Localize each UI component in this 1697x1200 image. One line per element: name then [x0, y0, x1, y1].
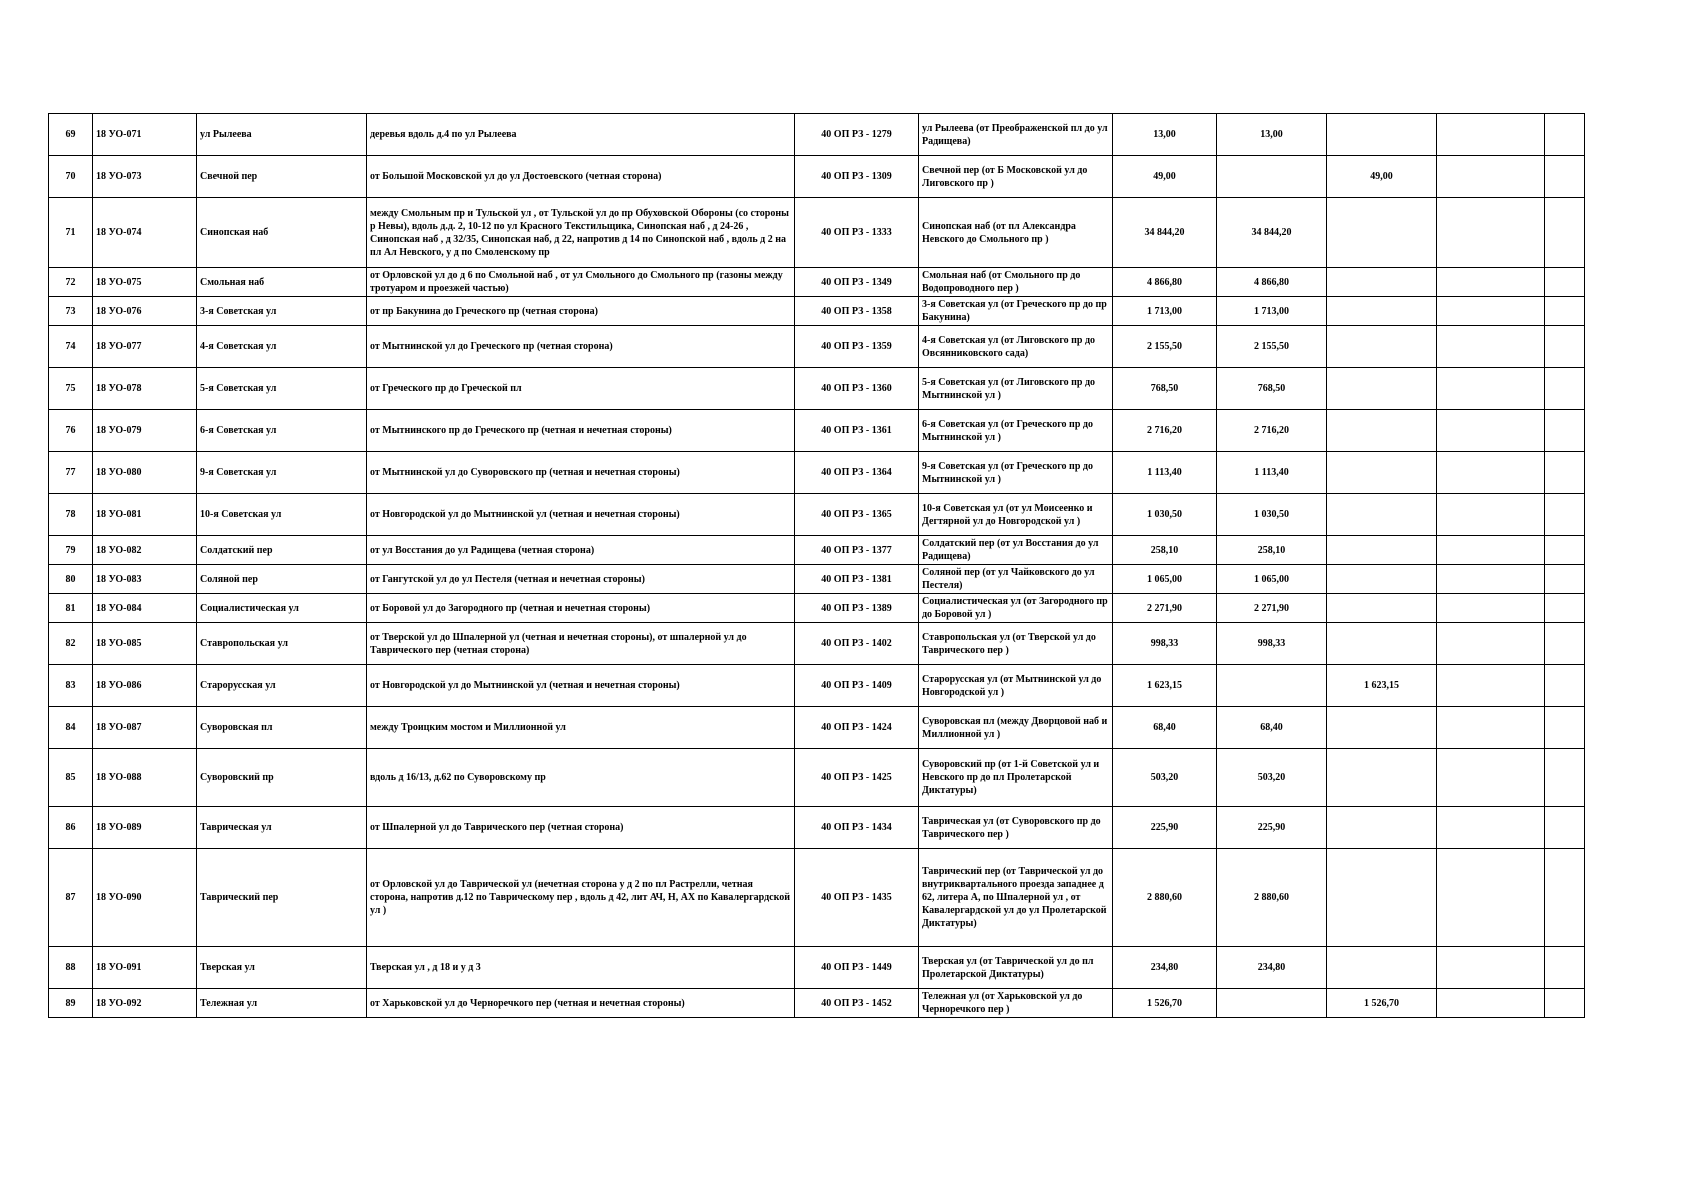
- total-area: 1 623,15: [1113, 665, 1217, 707]
- area-description: от Мытнинской ул до Греческого пр (четная сторона): [367, 326, 795, 368]
- road-description: Синопская наб (от пл Александра Невского до Смольного пр ): [919, 198, 1113, 268]
- registry-number: 40 ОП РЗ - 1309: [795, 156, 919, 198]
- total-area: 225,90: [1113, 807, 1217, 849]
- area-description: от ул Восстания до ул Радищева (четная сторона): [367, 536, 795, 565]
- object-code: 18 УО-082: [93, 536, 197, 565]
- area-col-2: [1327, 368, 1437, 410]
- row-number: 70: [49, 156, 93, 198]
- area-col-3: [1437, 623, 1545, 665]
- area-col-3: [1437, 198, 1545, 268]
- area-col-4: [1545, 452, 1585, 494]
- area-col-2: [1327, 198, 1437, 268]
- area-description: деревья вдоль д.4 по ул Рылеева: [367, 114, 795, 156]
- area-col-1: 258,10: [1217, 536, 1327, 565]
- area-col-3: [1437, 594, 1545, 623]
- object-code: 18 УО-085: [93, 623, 197, 665]
- area-col-3: [1437, 410, 1545, 452]
- registry-number: 40 ОП РЗ - 1389: [795, 594, 919, 623]
- registry-number: 40 ОП РЗ - 1358: [795, 297, 919, 326]
- area-description: вдоль д 16/13, д.62 по Суворовскому пр: [367, 749, 795, 807]
- total-area: 1 713,00: [1113, 297, 1217, 326]
- total-area: 13,00: [1113, 114, 1217, 156]
- area-col-2: [1327, 114, 1437, 156]
- object-code: 18 УО-073: [93, 156, 197, 198]
- table-row: [49, 452, 1585, 494]
- table-row: [49, 947, 1585, 989]
- street-name: Суворовский пр: [197, 749, 367, 807]
- table-row: [49, 156, 1585, 198]
- road-description: 6-я Советская ул (от Греческого пр до Мытнинской ул ): [919, 410, 1113, 452]
- total-area: 768,50: [1113, 368, 1217, 410]
- area-col-4: [1545, 156, 1585, 198]
- area-col-4: [1545, 565, 1585, 594]
- area-col-3: [1437, 368, 1545, 410]
- area-col-2: [1327, 326, 1437, 368]
- area-col-2: [1327, 807, 1437, 849]
- area-col-1: 1 113,40: [1217, 452, 1327, 494]
- area-description: между Троицким мостом и Миллионной ул: [367, 707, 795, 749]
- area-description: от Мытнинской ул до Суворовского пр (четная и нечетная стороны): [367, 452, 795, 494]
- object-code: 18 УО-077: [93, 326, 197, 368]
- area-col-3: [1437, 114, 1545, 156]
- table-row: [49, 268, 1585, 297]
- table-row: [49, 749, 1585, 807]
- area-col-3: [1437, 452, 1545, 494]
- object-code: 18 УО-071: [93, 114, 197, 156]
- street-name: 10-я Советская ул: [197, 494, 367, 536]
- object-code: 18 УО-075: [93, 268, 197, 297]
- street-name: Таврическая ул: [197, 807, 367, 849]
- area-col-1: 503,20: [1217, 749, 1327, 807]
- object-code: 18 УО-087: [93, 707, 197, 749]
- street-name: Свечной пер: [197, 156, 367, 198]
- object-code: 18 УО-080: [93, 452, 197, 494]
- table-row: [49, 623, 1585, 665]
- row-number: 72: [49, 268, 93, 297]
- total-area: 2 155,50: [1113, 326, 1217, 368]
- road-description: Соляной пер (от ул Чайковского до ул Пестеля): [919, 565, 1113, 594]
- object-code: 18 УО-079: [93, 410, 197, 452]
- area-description: от Новгородской ул до Мытнинской ул (четная и нечетная стороны): [367, 665, 795, 707]
- total-area: 998,33: [1113, 623, 1217, 665]
- street-name: Синопская наб: [197, 198, 367, 268]
- area-col-2: 1 623,15: [1327, 665, 1437, 707]
- area-description: Тверская ул , д 18 и у д 3: [367, 947, 795, 989]
- table-row: [49, 114, 1585, 156]
- area-col-2: [1327, 947, 1437, 989]
- area-col-4: [1545, 947, 1585, 989]
- registry-number: 40 ОП РЗ - 1279: [795, 114, 919, 156]
- row-number: 77: [49, 452, 93, 494]
- area-col-1: 2 155,50: [1217, 326, 1327, 368]
- road-description: Свечной пер (от Б Московской ул до Лиговского пр ): [919, 156, 1113, 198]
- registry-number: 40 ОП РЗ - 1333: [795, 198, 919, 268]
- area-col-1: [1217, 156, 1327, 198]
- area-col-2: 49,00: [1327, 156, 1437, 198]
- register-table: [48, 113, 1585, 1018]
- area-col-2: [1327, 536, 1437, 565]
- street-name: Смольная наб: [197, 268, 367, 297]
- area-col-4: [1545, 849, 1585, 947]
- area-description: от Орловской ул до д 6 по Смольной наб , от ул Смольного до Смольного пр (газоны между тротуаром и проезжей частью): [367, 268, 795, 297]
- register-table-wrap: [48, 113, 1585, 1018]
- table-row: [49, 536, 1585, 565]
- area-col-3: [1437, 849, 1545, 947]
- object-code: 18 УО-088: [93, 749, 197, 807]
- area-col-2: [1327, 849, 1437, 947]
- object-code: 18 УО-092: [93, 989, 197, 1018]
- street-name: Тележная ул: [197, 989, 367, 1018]
- row-number: 82: [49, 623, 93, 665]
- registry-number: 40 ОП РЗ - 1377: [795, 536, 919, 565]
- street-name: Таврический пер: [197, 849, 367, 947]
- row-number: 79: [49, 536, 93, 565]
- registry-number: 40 ОП РЗ - 1402: [795, 623, 919, 665]
- registry-number: 40 ОП РЗ - 1361: [795, 410, 919, 452]
- registry-number: 40 ОП РЗ - 1424: [795, 707, 919, 749]
- area-col-1: 1 713,00: [1217, 297, 1327, 326]
- road-description: 10-я Советская ул (от ул Моисеенко и Дегтярной ул до Новгородской ул ): [919, 494, 1113, 536]
- registry-number: 40 ОП РЗ - 1449: [795, 947, 919, 989]
- area-description: от Новгородской ул до Мытнинской ул (четная и нечетная стороны): [367, 494, 795, 536]
- street-name: Социалистическая ул: [197, 594, 367, 623]
- area-description: между Смольным пр и Тульской ул , от Тульской ул до пр Обуховской Обороны (со стороны р Невы), вдоль д.д. 2, 10-12 по ул Красного Текстильщика, Синопская наб , д 24-26 , Синопская наб , д 32/35, Синопская наб, д 22, напротив д 14 по Синопской наб , вдоль д 2 на пл Ал Невского, у д по Смоленскому пр: [367, 198, 795, 268]
- area-col-1: 34 844,20: [1217, 198, 1327, 268]
- row-number: 86: [49, 807, 93, 849]
- road-description: Суворовская пл (между Дворцовой наб и Миллионной ул ): [919, 707, 1113, 749]
- area-col-1: 4 866,80: [1217, 268, 1327, 297]
- street-name: ул Рылеева: [197, 114, 367, 156]
- area-col-4: [1545, 368, 1585, 410]
- road-description: Суворовский пр (от 1-й Советской ул и Невского пр до пл Пролетарской Диктатуры): [919, 749, 1113, 807]
- area-col-1: 1 030,50: [1217, 494, 1327, 536]
- area-col-3: [1437, 947, 1545, 989]
- road-description: ул Рылеева (от Преображенской пл до ул Радищева): [919, 114, 1113, 156]
- table-row: [49, 494, 1585, 536]
- registry-number: 40 ОП РЗ - 1452: [795, 989, 919, 1018]
- area-col-4: [1545, 326, 1585, 368]
- table-row: [49, 368, 1585, 410]
- registry-number: 40 ОП РЗ - 1434: [795, 807, 919, 849]
- road-description: Социалистическая ул (от Загородного пр до Боровой ул ): [919, 594, 1113, 623]
- road-description: 9-я Советская ул (от Греческого пр до Мытнинской ул ): [919, 452, 1113, 494]
- row-number: 85: [49, 749, 93, 807]
- area-col-1: [1217, 665, 1327, 707]
- area-description: от Орловской ул до Таврической ул (нечетная сторона у д 2 по пл Растрелли, четная сторона, напротив д.12 по Таврическому пер , вдоль д 42, лит АЧ, Н, АХ по Кавалергардской ул ): [367, 849, 795, 947]
- area-col-1: 225,90: [1217, 807, 1327, 849]
- table-row: [49, 849, 1585, 947]
- area-col-3: [1437, 807, 1545, 849]
- area-col-3: [1437, 665, 1545, 707]
- row-number: 69: [49, 114, 93, 156]
- road-description: Старорусская ул (от Мытнинской ул до Новгородской ул ): [919, 665, 1113, 707]
- row-number: 89: [49, 989, 93, 1018]
- total-area: 503,20: [1113, 749, 1217, 807]
- area-col-2: [1327, 707, 1437, 749]
- area-col-4: [1545, 410, 1585, 452]
- area-col-4: [1545, 297, 1585, 326]
- area-col-4: [1545, 989, 1585, 1018]
- area-col-4: [1545, 594, 1585, 623]
- registry-number: 40 ОП РЗ - 1360: [795, 368, 919, 410]
- row-number: 80: [49, 565, 93, 594]
- object-code: 18 УО-081: [93, 494, 197, 536]
- table-row: [49, 807, 1585, 849]
- registry-number: 40 ОП РЗ - 1381: [795, 565, 919, 594]
- registry-number: 40 ОП РЗ - 1435: [795, 849, 919, 947]
- street-name: 4-я Советская ул: [197, 326, 367, 368]
- area-col-2: [1327, 594, 1437, 623]
- area-description: от Харьковской ул до Черноречкого пер (четная и нечетная стороны): [367, 989, 795, 1018]
- total-area: 1 030,50: [1113, 494, 1217, 536]
- total-area: 1 113,40: [1113, 452, 1217, 494]
- area-description: от Мытнинского пр до Греческого пр (четная и нечетная стороны): [367, 410, 795, 452]
- area-col-3: [1437, 749, 1545, 807]
- area-col-1: 2 716,20: [1217, 410, 1327, 452]
- area-col-1: 1 065,00: [1217, 565, 1327, 594]
- street-name: Старорусская ул: [197, 665, 367, 707]
- total-area: 49,00: [1113, 156, 1217, 198]
- object-code: 18 УО-084: [93, 594, 197, 623]
- area-col-4: [1545, 807, 1585, 849]
- area-col-4: [1545, 623, 1585, 665]
- table-body: [49, 114, 1585, 1018]
- area-description: от Шпалерной ул до Таврического пер (четная сторона): [367, 807, 795, 849]
- table-row: [49, 326, 1585, 368]
- area-col-3: [1437, 297, 1545, 326]
- road-description: Ставропольская ул (от Тверской ул до Таврического пер ): [919, 623, 1113, 665]
- area-description: от Греческого пр до Греческой пл: [367, 368, 795, 410]
- table-row: [49, 707, 1585, 749]
- row-number: 87: [49, 849, 93, 947]
- table-row: [49, 665, 1585, 707]
- registry-number: 40 ОП РЗ - 1349: [795, 268, 919, 297]
- area-col-2: [1327, 268, 1437, 297]
- area-col-2: [1327, 297, 1437, 326]
- table-row: [49, 198, 1585, 268]
- table-row: [49, 410, 1585, 452]
- area-col-2: [1327, 494, 1437, 536]
- street-name: Соляной пер: [197, 565, 367, 594]
- row-number: 88: [49, 947, 93, 989]
- area-description: от Тверской ул до Шпалерной ул (четная и нечетная стороны), от шпалерной ул до Таврического пер (четная сторона): [367, 623, 795, 665]
- object-code: 18 УО-078: [93, 368, 197, 410]
- registry-number: 40 ОП РЗ - 1365: [795, 494, 919, 536]
- area-col-4: [1545, 707, 1585, 749]
- total-area: 2 271,90: [1113, 594, 1217, 623]
- row-number: 83: [49, 665, 93, 707]
- object-code: 18 УО-074: [93, 198, 197, 268]
- area-col-3: [1437, 536, 1545, 565]
- object-code: 18 УО-091: [93, 947, 197, 989]
- area-col-2: [1327, 452, 1437, 494]
- row-number: 84: [49, 707, 93, 749]
- registry-number: 40 ОП РЗ - 1359: [795, 326, 919, 368]
- area-col-4: [1545, 268, 1585, 297]
- table-row: [49, 297, 1585, 326]
- object-code: 18 УО-076: [93, 297, 197, 326]
- area-col-3: [1437, 989, 1545, 1018]
- row-number: 71: [49, 198, 93, 268]
- street-name: Ставропольская ул: [197, 623, 367, 665]
- table-row: [49, 565, 1585, 594]
- area-col-1: 68,40: [1217, 707, 1327, 749]
- row-number: 75: [49, 368, 93, 410]
- total-area: 4 866,80: [1113, 268, 1217, 297]
- area-description: от пр Бакунина до Греческого пр (четная сторона): [367, 297, 795, 326]
- row-number: 73: [49, 297, 93, 326]
- area-col-3: [1437, 326, 1545, 368]
- area-col-3: [1437, 156, 1545, 198]
- row-number: 81: [49, 594, 93, 623]
- row-number: 78: [49, 494, 93, 536]
- area-col-2: [1327, 565, 1437, 594]
- road-description: Таврический пер (от Таврической ул до внутриквартального проезда западнее д 62, литера А, по Шпалерной ул , от Кавалергардской ул до ул Пролетарской Диктатуры): [919, 849, 1113, 947]
- road-description: Тверская ул (от Таврической ул до пл Пролетарской Диктатуры): [919, 947, 1113, 989]
- road-description: Тележная ул (от Харьковской ул до Черноречкого пер ): [919, 989, 1113, 1018]
- total-area: 34 844,20: [1113, 198, 1217, 268]
- area-col-1: 998,33: [1217, 623, 1327, 665]
- area-col-2: [1327, 623, 1437, 665]
- road-description: Солдатский пер (от ул Восстания до ул Радищева): [919, 536, 1113, 565]
- row-number: 76: [49, 410, 93, 452]
- area-col-1: 13,00: [1217, 114, 1327, 156]
- area-col-4: [1545, 749, 1585, 807]
- total-area: 68,40: [1113, 707, 1217, 749]
- total-area: 1 526,70: [1113, 989, 1217, 1018]
- area-description: от Большой Московской ул до ул Достоевского (четная сторона): [367, 156, 795, 198]
- table-row: [49, 989, 1585, 1018]
- area-col-3: [1437, 707, 1545, 749]
- area-col-4: [1545, 114, 1585, 156]
- object-code: 18 УО-086: [93, 665, 197, 707]
- total-area: 2 880,60: [1113, 849, 1217, 947]
- total-area: 1 065,00: [1113, 565, 1217, 594]
- area-col-3: [1437, 494, 1545, 536]
- area-description: от Боровой ул до Загородного пр (четная и нечетная стороны): [367, 594, 795, 623]
- total-area: 2 716,20: [1113, 410, 1217, 452]
- street-name: Солдатский пер: [197, 536, 367, 565]
- registry-number: 40 ОП РЗ - 1425: [795, 749, 919, 807]
- area-col-2: [1327, 410, 1437, 452]
- road-description: Таврическая ул (от Суворовского пр до Таврического пер ): [919, 807, 1113, 849]
- street-name: 6-я Советская ул: [197, 410, 367, 452]
- area-col-2: 1 526,70: [1327, 989, 1437, 1018]
- registry-number: 40 ОП РЗ - 1409: [795, 665, 919, 707]
- road-description: 3-я Советская ул (от Греческого пр до пр Бакунина): [919, 297, 1113, 326]
- object-code: 18 УО-083: [93, 565, 197, 594]
- total-area: 258,10: [1113, 536, 1217, 565]
- area-col-4: [1545, 494, 1585, 536]
- area-col-1: 2 271,90: [1217, 594, 1327, 623]
- street-name: Тверская ул: [197, 947, 367, 989]
- area-col-4: [1545, 536, 1585, 565]
- area-col-1: 2 880,60: [1217, 849, 1327, 947]
- road-description: Смольная наб (от Смольного пр до Водопроводного пер ): [919, 268, 1113, 297]
- street-name: Суворовская пл: [197, 707, 367, 749]
- road-description: 4-я Советская ул (от Лиговского пр до Овсянниковского сада): [919, 326, 1113, 368]
- area-col-1: [1217, 989, 1327, 1018]
- area-col-4: [1545, 198, 1585, 268]
- row-number: 74: [49, 326, 93, 368]
- area-col-4: [1545, 665, 1585, 707]
- table-row: [49, 594, 1585, 623]
- area-col-1: 768,50: [1217, 368, 1327, 410]
- area-col-2: [1327, 749, 1437, 807]
- object-code: 18 УО-089: [93, 807, 197, 849]
- road-description: 5-я Советская ул (от Лиговского пр до Мытнинской ул ): [919, 368, 1113, 410]
- registry-number: 40 ОП РЗ - 1364: [795, 452, 919, 494]
- street-name: 3-я Советская ул: [197, 297, 367, 326]
- area-col-3: [1437, 565, 1545, 594]
- street-name: 5-я Советская ул: [197, 368, 367, 410]
- object-code: 18 УО-090: [93, 849, 197, 947]
- area-description: от Гангутской ул до ул Пестеля (четная и нечетная стороны): [367, 565, 795, 594]
- area-col-1: 234,80: [1217, 947, 1327, 989]
- total-area: 234,80: [1113, 947, 1217, 989]
- street-name: 9-я Советская ул: [197, 452, 367, 494]
- area-col-3: [1437, 268, 1545, 297]
